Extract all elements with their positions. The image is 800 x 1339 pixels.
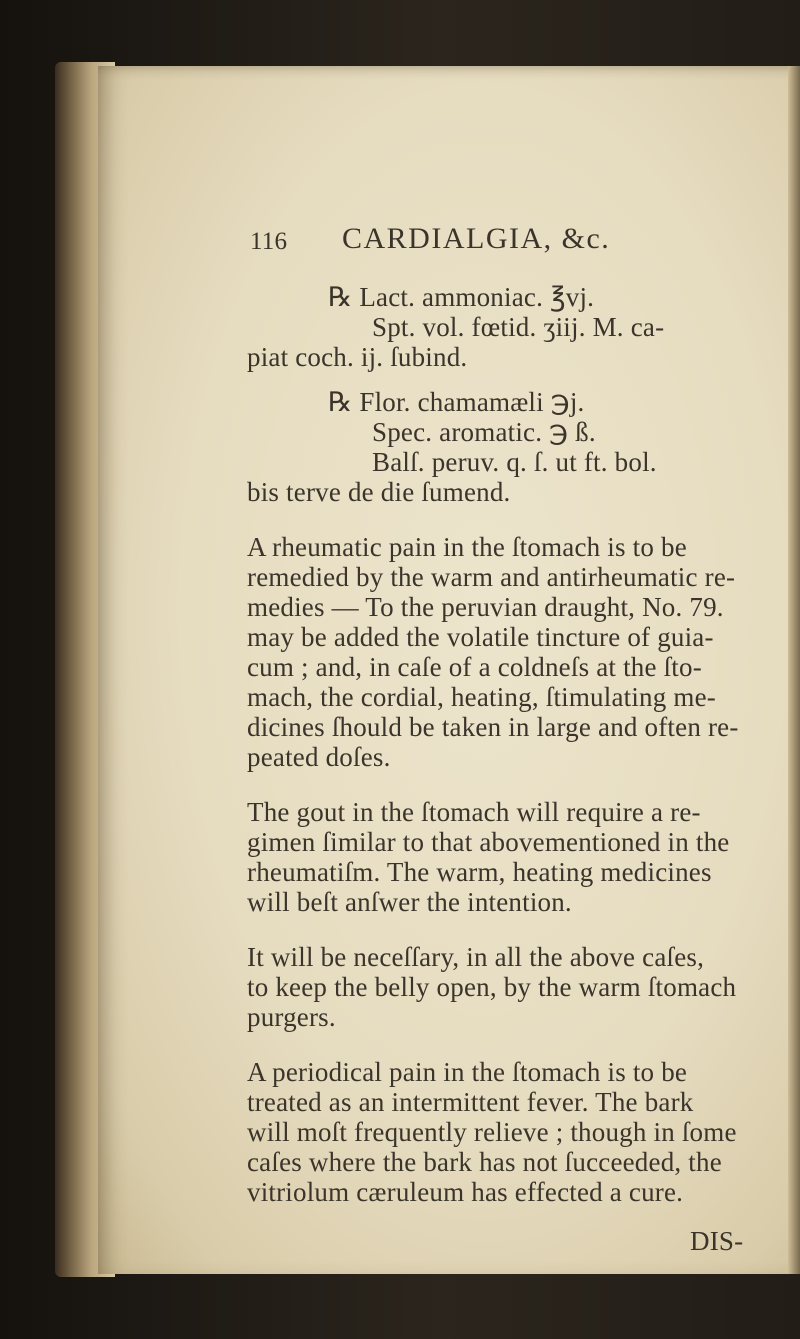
recipe1-line3: piat coch. ij. ſubind. bbox=[247, 342, 468, 372]
recipe2-line2: Spec. aromatic. ℈ ß. bbox=[372, 417, 596, 447]
para3-line: to keep the belly open, by the warm ſtomach bbox=[247, 972, 737, 1002]
catchword: DIS- bbox=[690, 1226, 744, 1256]
para4-line: treated as an intermittent fever. The bark bbox=[247, 1087, 694, 1117]
recipe1-line1: ℞ Lact. ammoniac. ℥vj. bbox=[328, 282, 595, 312]
para1-line: mach, the cordial, heating, ſtimulating me- bbox=[247, 682, 716, 712]
para2-line: gimen ſimilar to that abovementioned in the bbox=[247, 827, 730, 857]
para1-line: dicines ſhould be taken in large and often re- bbox=[247, 712, 739, 742]
para3-line: purgers. bbox=[247, 1002, 336, 1032]
para1-line: may be added the volatile tincture of guia- bbox=[247, 622, 714, 652]
para3-line: It will be neceſſary, in all the above caſes, bbox=[247, 942, 705, 972]
recipe2-line3: Balſ. peruv. q. ſ. ut ft. bol. bbox=[372, 447, 657, 477]
para2-line: rheumatiſm. The warm, heating medicines bbox=[247, 857, 712, 887]
recipe2-line1: ℞ Flor. chamamæli ℈j. bbox=[328, 387, 585, 417]
para4-line: caſes where the bark has not ſucceeded, the bbox=[247, 1147, 722, 1177]
para1-line: peated doſes. bbox=[247, 742, 391, 772]
para1-line: cum ; and, in caſe of a coldneſs at the ſto- bbox=[247, 652, 702, 682]
para2-line: will beſt anſwer the intention. bbox=[247, 887, 572, 917]
para2-line: The gout in the ſtomach will require a re- bbox=[247, 797, 701, 827]
para4-line: vitriolum cæruleum has effected a cure. bbox=[247, 1177, 684, 1207]
page-number: 116 bbox=[250, 228, 288, 255]
recipe2-line4: bis terve de die ſumend. bbox=[247, 477, 511, 507]
para4-line: will moſt frequently relieve ; though in ſome bbox=[247, 1117, 737, 1147]
running-head: CARDIALGIA, &c. bbox=[342, 222, 611, 255]
para1-line: remedied by the warm and antirheumatic re- bbox=[247, 562, 736, 592]
para1-line: medies — To the peruvian draught, No. 79. bbox=[247, 592, 724, 622]
page-edge bbox=[788, 66, 800, 1274]
recipe1-line2: Spt. vol. fœtid. ʒiij. M. ca- bbox=[372, 312, 665, 342]
para1-line: A rheumatic pain in the ſtomach is to be bbox=[247, 532, 687, 562]
para4-line: A periodical pain in the ſtomach is to be bbox=[247, 1057, 688, 1087]
